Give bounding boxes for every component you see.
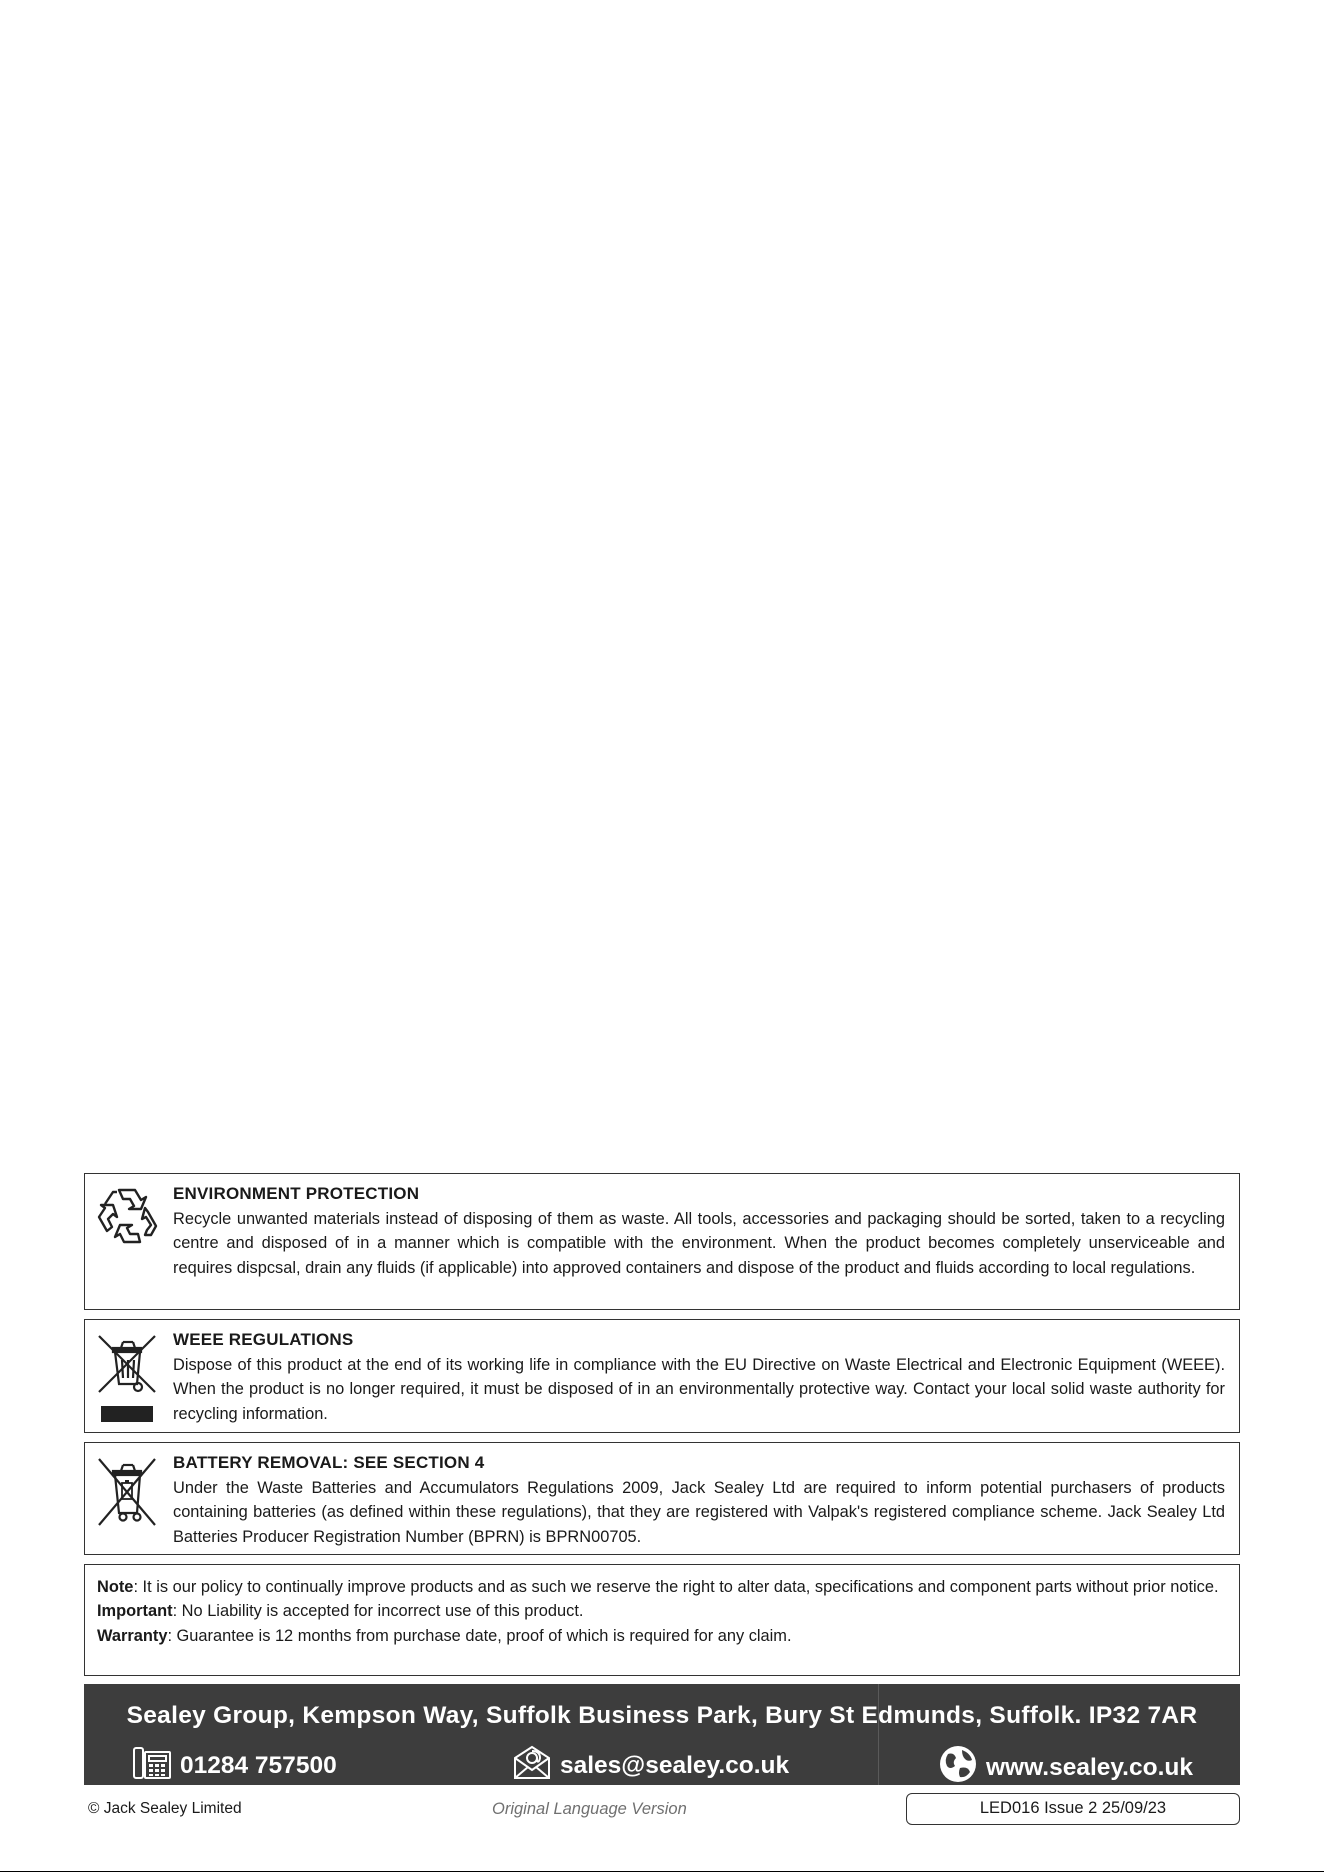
company-address: Sealey Group, Kempson Way, Suffolk Business Park, Bury St Edmunds, Suffolk. IP32 7AR: [126, 1702, 1198, 1729]
environment-protection-box: [84, 1173, 1240, 1310]
environment-body: Recycle unwanted materials instead of disposing of them as waste. All tools, accessories and packaging should be sorted, taken to a recycling centre and disposed of in a manner which is compatible with the environment. When the product becomes completely unserviceable and requires dispcsal, drain any fluids (if applicable) into approved containers and dispose of the product and fluids according to local regulations.: [173, 1210, 1225, 1277]
crossed-out-battery-bin-icon: [95, 1453, 161, 1534]
environment-title: ENVIRONMENT PROTECTION: [173, 1184, 420, 1203]
footer-divider: [878, 1684, 879, 1785]
weee-title: WEEE REGULATIONS: [173, 1330, 354, 1349]
email-contact: [512, 1744, 789, 1787]
battery-title: BATTERY REMOVAL: SEE SECTION 4: [173, 1453, 485, 1472]
email-icon: [512, 1744, 560, 1787]
website-url[interactable]: www.sealey.co.uk: [986, 1753, 1193, 1781]
contact-footer-bar: [84, 1684, 1240, 1785]
warranty-label: Warranty: [97, 1626, 168, 1645]
battery-body: Under the Waste Batteries and Accumulators Regulations 2009, Jack Sealey Ltd are required to inform potential purchasers of products containing batteries (as defined within these regulations), that they are registered with Valpak's registered compliance scheme. Jack Sealey Ltd Batteries Producer Registration Number (BPRN) is BPRN00705.: [173, 1479, 1225, 1546]
warranty-paragraph: [97, 1624, 1227, 1648]
important-paragraph: [97, 1599, 1227, 1623]
email-address[interactable]: sales@sealey.co.uk: [560, 1751, 790, 1779]
phone-contact: [132, 1744, 337, 1787]
important-text: : No Liability is accepted for incorrect use of this product.: [172, 1602, 584, 1621]
document-reference: LED016 Issue 2 25/09/23: [906, 1793, 1240, 1825]
original-language-label: Original Language Version: [492, 1800, 687, 1818]
important-label: Important: [97, 1602, 173, 1621]
notes-box: [84, 1564, 1240, 1676]
weee-regulations-box: [84, 1319, 1240, 1433]
note-label: Note: [97, 1578, 134, 1596]
note-paragraph: [97, 1575, 1227, 1599]
note-text: : It is our policy to continually improve products and as such we reserve the right to alter data, specifications and component parts without prior notice.: [133, 1578, 1219, 1596]
recycle-icon: [95, 1184, 161, 1251]
phone-number[interactable]: 01284 757500: [180, 1751, 337, 1779]
copyright-text: © Jack Sealey Limited: [88, 1800, 242, 1817]
globe-icon: [938, 1744, 986, 1791]
weee-body: Dispose of this product at the end of its working life in compliance with the EU Directive on Waste Electrical and Electronic Equipment (WEEE). When the product is no longer required, it must be disposed of in an environmentally protective way. Contact your local solid waste authority for recycling information.: [173, 1356, 1225, 1423]
phone-icon: [132, 1744, 180, 1787]
warranty-text: : Guarantee is 12 months from purchase date, proof of which is required for any claim.: [167, 1626, 792, 1645]
website-contact: [938, 1744, 1193, 1791]
crossed-out-wheelie-bin-icon: [95, 1330, 161, 1429]
battery-removal-box: [84, 1442, 1240, 1555]
